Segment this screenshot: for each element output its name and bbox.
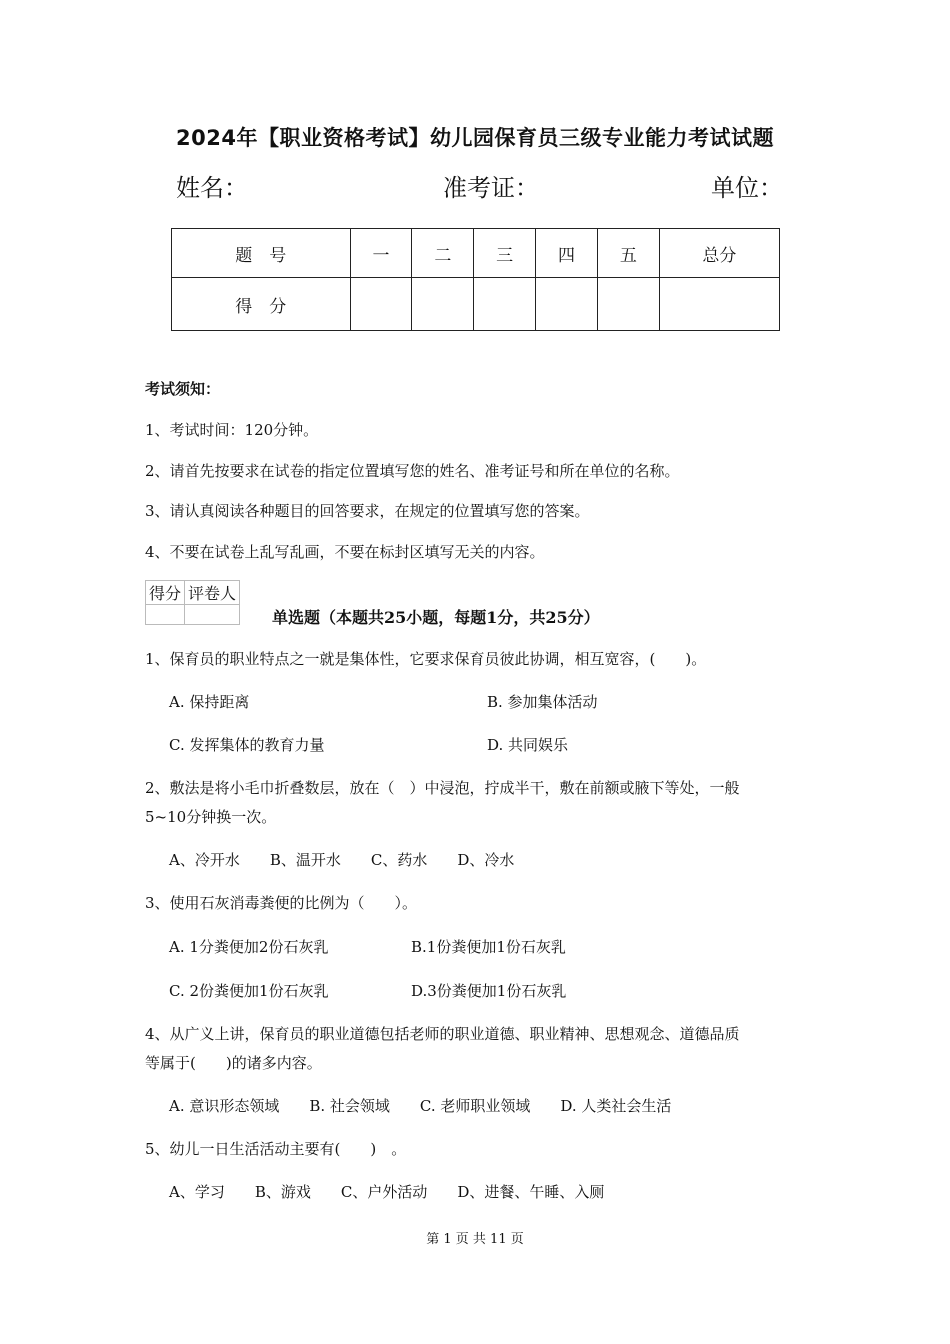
score-header-cell: 题 号 xyxy=(172,229,351,278)
name-field-label: 姓名： xyxy=(176,174,248,202)
score-header-cell: 四 xyxy=(536,229,598,278)
grader-box-grader-cell[interactable] xyxy=(185,605,240,625)
notice-item: 1、考试时间：120分钟。 xyxy=(145,421,319,439)
score-input-cell[interactable] xyxy=(350,278,412,331)
score-header-cell: 五 xyxy=(597,229,659,278)
score-input-cell[interactable] xyxy=(659,278,779,331)
question-options: A、冷开水 B、温开水 C、药水 D、冷水 xyxy=(169,851,515,869)
notice-item: 4、不要在试卷上乱写乱画，不要在标封区填写无关的内容。 xyxy=(145,543,545,561)
question-stem: 1、保育员的职业特点之一就是集体性，它要求保育员彼此协调，相互宽容，( )。 xyxy=(145,650,707,668)
score-input-cell[interactable] xyxy=(412,278,474,331)
option-a: A. 保持距离 xyxy=(169,693,250,711)
score-row-label: 得 分 xyxy=(172,278,351,331)
score-input-cell[interactable] xyxy=(597,278,659,331)
unit-field-label: 单位： xyxy=(711,174,783,202)
section-title: 单选题（本题共25小题，每题1分，共25分） xyxy=(272,608,600,627)
notice-heading: 考试须知： xyxy=(145,380,221,398)
option-a: A. 1分粪便加2份石灰乳 xyxy=(169,938,329,956)
option-b: B. 参加集体活动 xyxy=(487,693,598,711)
notice-item: 2、请首先按要求在试卷的指定位置填写您的姓名、准考证号和所在单位的名称。 xyxy=(145,462,680,480)
question-options: A、学习 B、游戏 C、户外活动 D、进餐、午睡、入厕 xyxy=(169,1183,605,1201)
page-title: 2024年【职业资格考试】幼儿园保育员三级专业能力考试试题 xyxy=(176,126,774,150)
score-table xyxy=(171,228,780,331)
score-table-header-row xyxy=(172,229,780,278)
option-d: D.3份粪便加1份石灰乳 xyxy=(411,982,567,1000)
score-header-cell: 二 xyxy=(412,229,474,278)
option-c: C. 发挥集体的教育力量 xyxy=(169,736,325,754)
question-stem: 3、使用石灰消毒粪便的比例为（ ）。 xyxy=(145,894,418,912)
score-header-cell: 总分 xyxy=(659,229,779,278)
question-stem-continued: 等属于( )的诸多内容。 xyxy=(145,1054,322,1072)
question-stem: 5、幼儿一日生活活动主要有( ) 。 xyxy=(145,1140,407,1158)
grader-box-score-cell[interactable] xyxy=(146,605,185,625)
question-stem-continued: 5~10分钟换一次。 xyxy=(145,808,277,826)
score-header-cell: 三 xyxy=(474,229,536,278)
score-input-cell[interactable] xyxy=(536,278,598,331)
grader-box-grader-label: 评卷人 xyxy=(185,581,240,605)
grader-box xyxy=(145,580,240,625)
question-stem: 4、从广义上讲，保育员的职业道德包括老师的职业道德、职业精神、思想观念、道德品质 xyxy=(145,1025,740,1043)
option-d: D. 共同娱乐 xyxy=(487,736,569,754)
option-c: C. 2份粪便加1份石灰乳 xyxy=(169,982,329,1000)
question-stem: 2、敷法是将小毛巾折叠数层，放在（ ）中浸泡，拧成半干，敷在前额或腋下等处，一般 xyxy=(145,779,740,797)
score-input-cell[interactable] xyxy=(474,278,536,331)
question-options: A. 意识形态领域 B. 社会领域 C. 老师职业领域 D. 人类社会生活 xyxy=(169,1097,672,1115)
notice-item: 3、请认真阅读各种题目的回答要求，在规定的位置填写您的答案。 xyxy=(145,502,590,520)
grader-box-score-label: 得分 xyxy=(146,581,185,605)
exam-id-field-label: 准考证： xyxy=(443,174,539,202)
page-footer: 第 1 页 共 11 页 xyxy=(426,1232,524,1247)
score-table-score-row xyxy=(172,278,780,331)
score-header-cell: 一 xyxy=(350,229,412,278)
option-b: B.1份粪便加1份石灰乳 xyxy=(411,938,566,956)
